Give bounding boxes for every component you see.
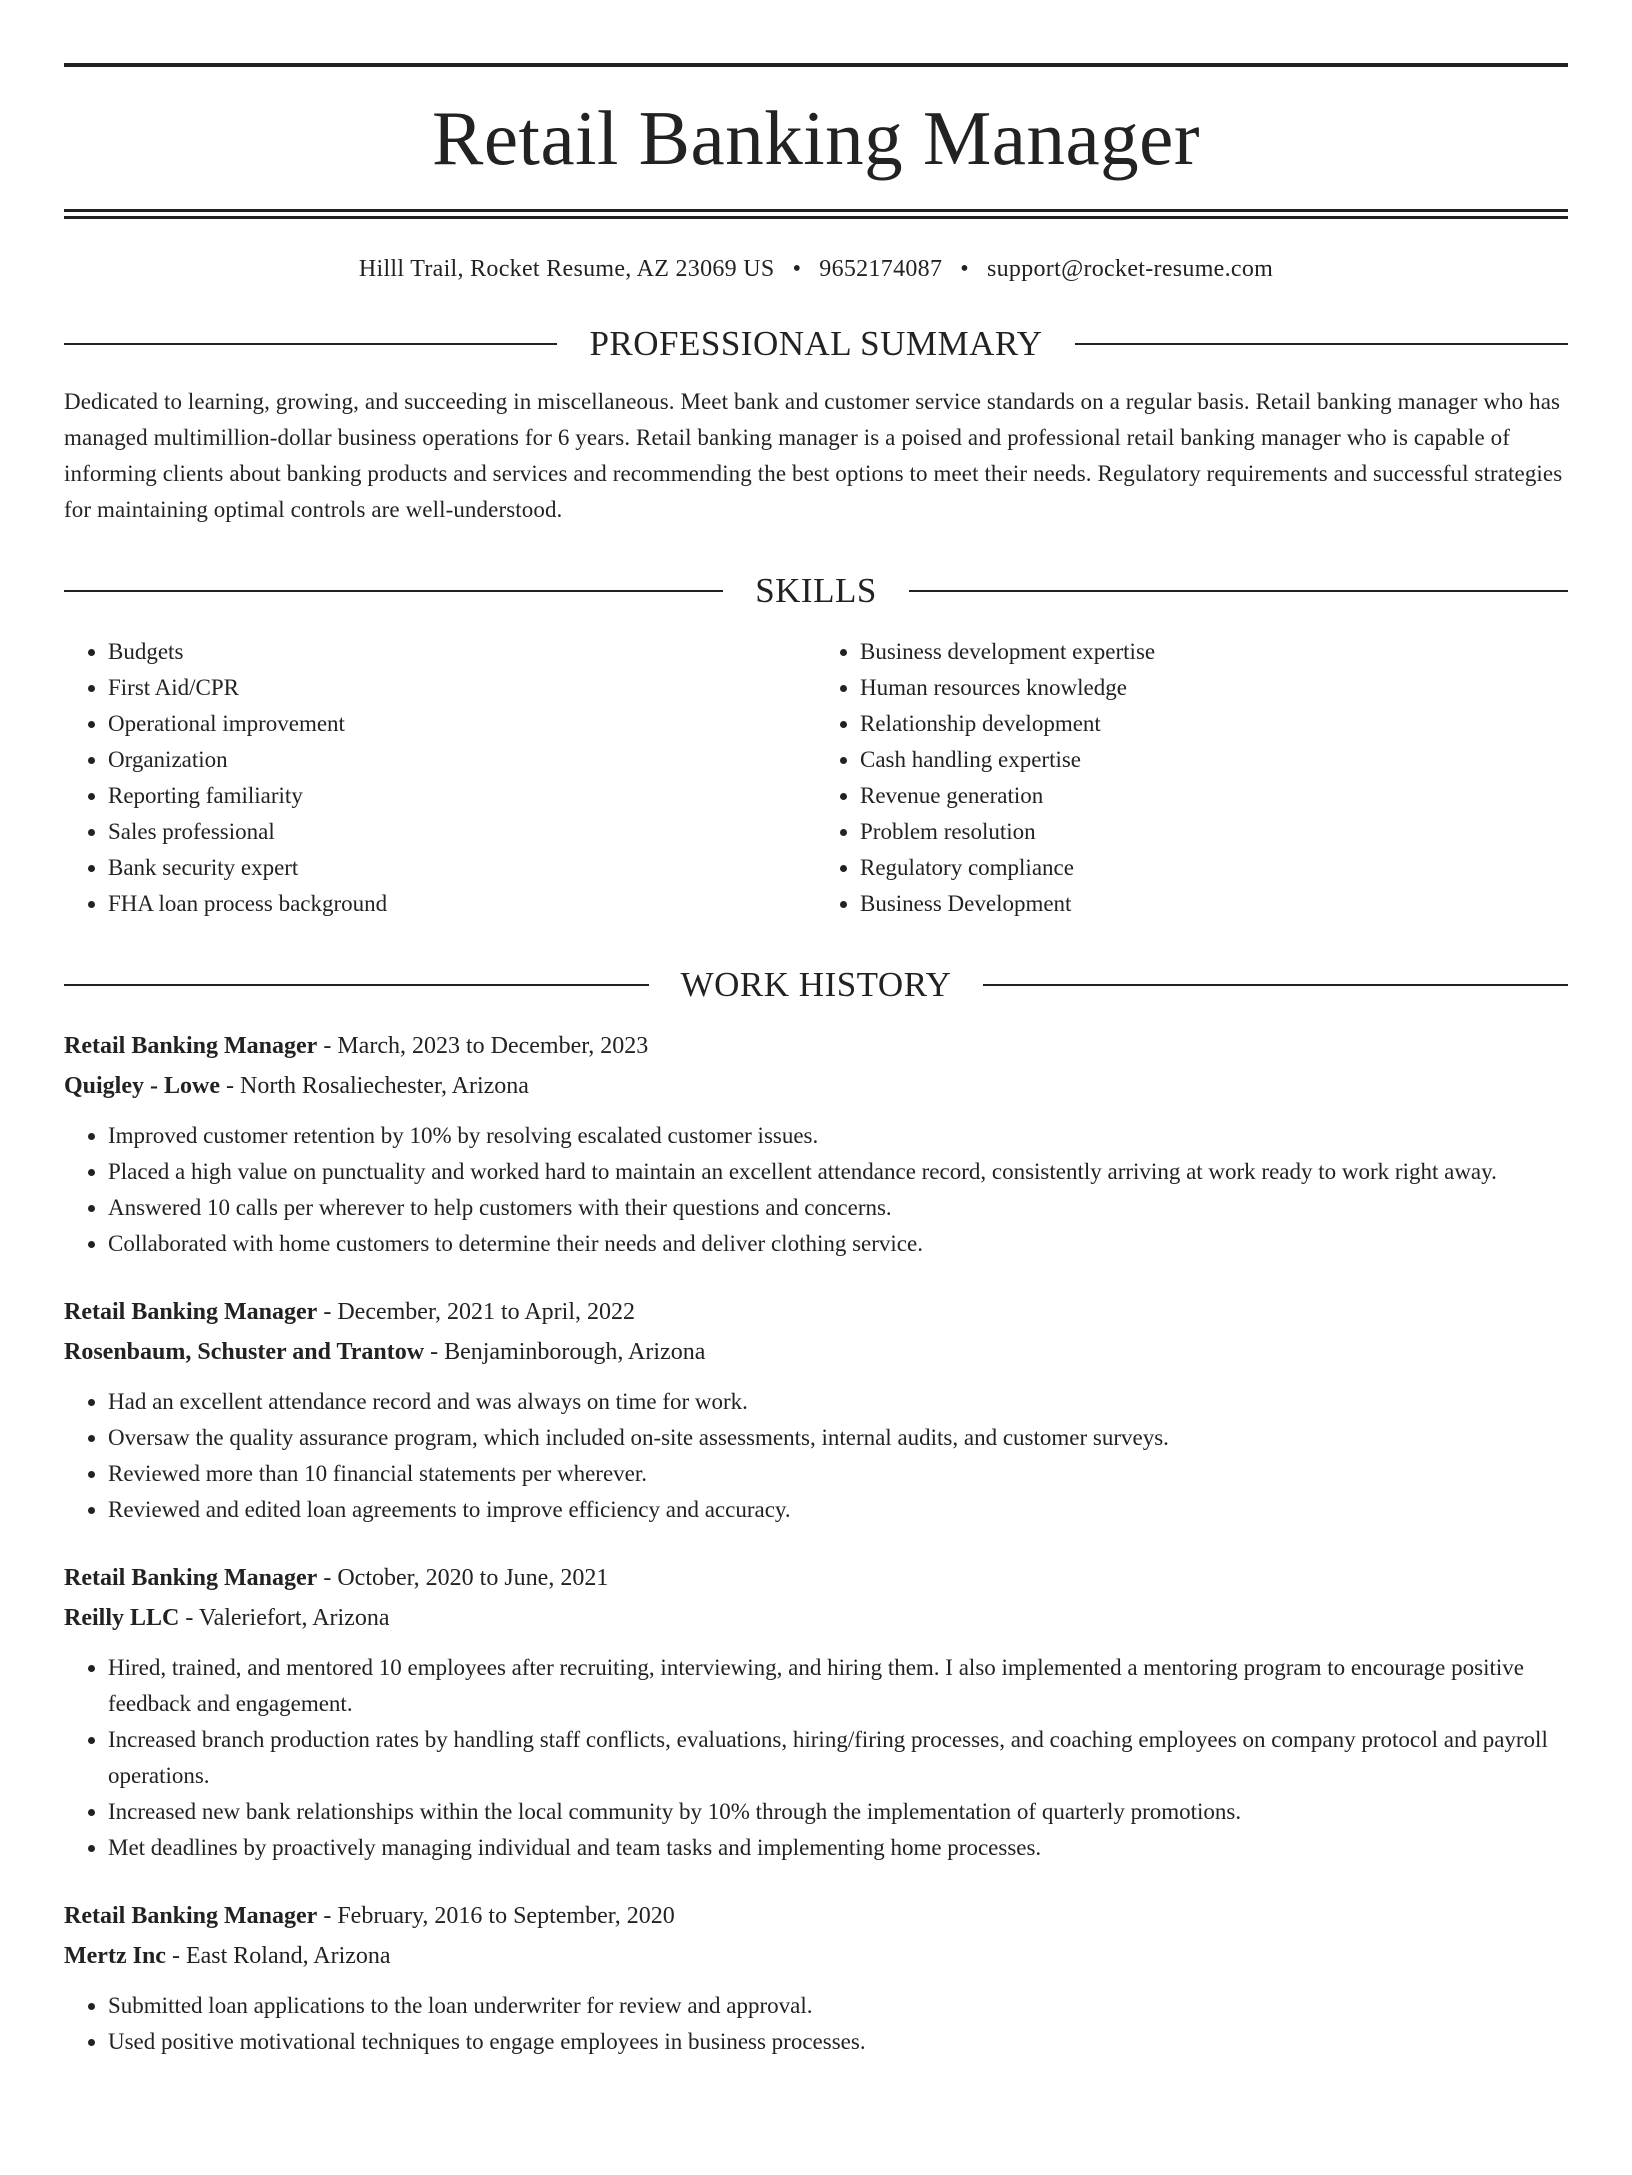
job-entry: [64, 1558, 1568, 1866]
skill-item: • Cash handling expertise: [860, 742, 1568, 778]
job-bullet: • Had an excellent attendance record and was always on time for work.: [108, 1384, 1568, 1420]
job-company: Reilly LLC: [64, 1605, 180, 1631]
skill-item: • Bank security expert: [108, 850, 816, 886]
job-location: - Valeriefort, Arizona: [179, 1605, 390, 1631]
job-bullets: [64, 1650, 1568, 1866]
skill-item: • Organization: [108, 742, 816, 778]
skills-column-left: [64, 634, 816, 922]
heading-rule-right: [909, 590, 1568, 592]
job-company: Quigley - Lowe: [64, 1073, 220, 1099]
job-bullet: • Reviewed and edited loan agreements to improve efficiency and accuracy.: [108, 1492, 1568, 1528]
heading-rule-left: [64, 984, 649, 986]
job-bullet: • Placed a high value on punctuality and worked hard to maintain an excellent attendance record, consistently arriving at work ready to work right away.: [108, 1154, 1568, 1190]
skill-item: • Human resources knowledge: [860, 670, 1568, 706]
job-bullet: • Hired, trained, and mentored 10 employees after recruiting, interviewing, and hiring them. I also implemented a mentoring program to encourage positive feedback and engagement.: [108, 1650, 1568, 1722]
summary-text: Dedicated to learning, growing, and succeeding in miscellaneous. Meet bank and customer service standards on a regular basis. Retail banking manager who has managed multimillion-dollar business operations for 6 years. Retail banking manager is a poised and professional retail banking manager who is capable of informing clients about banking products and services and recommending the best options to meet their needs. Regulatory requirements and successful strategies for maintaining optimal controls are well-understood.: [64, 389, 1563, 522]
contact-address: Hilll Trail, Rocket Resume, AZ 23069 US: [358, 256, 775, 282]
job-location: - East Roland, Arizona: [165, 1943, 391, 1969]
job-entry: [64, 1026, 1568, 1262]
job-location: - North Rosaliechester, Arizona: [220, 1073, 529, 1099]
heading-rule-left: [64, 343, 557, 345]
contact-line: [64, 257, 1568, 281]
skills-heading: SKILLS: [755, 571, 877, 610]
skills-section-heading: [64, 573, 1568, 608]
summary-heading: PROFESSIONAL SUMMARY: [589, 324, 1043, 363]
job-bullet: • Answered 10 calls per wherever to help customers with their questions and concerns.: [108, 1190, 1568, 1226]
skill-item: • Sales professional: [108, 814, 816, 850]
job-bullet: • Improved customer retention by 10% by resolving escalated customer issues.: [108, 1118, 1568, 1154]
heading-rule-left: [64, 590, 723, 592]
job-company: Mertz Inc: [64, 1943, 166, 1969]
job-location: - Benjaminborough, Arizona: [424, 1339, 706, 1365]
skill-item: • FHA loan process background: [108, 886, 816, 922]
job-title-line: [64, 1292, 1568, 1332]
job-title: Retail Banking Manager: [64, 1299, 318, 1325]
heading-rule-right: [1075, 343, 1568, 345]
job-bullets: [64, 1988, 1568, 2060]
job-dates: - March, 2023 to December, 2023: [317, 1033, 649, 1059]
heading-rule-right: [983, 984, 1568, 986]
skills-list: [64, 634, 1568, 922]
work-heading: WORK HISTORY: [680, 965, 952, 1004]
job-bullet: • Reviewed more than 10 financial statements per wherever.: [108, 1456, 1568, 1492]
skill-item: • First Aid/CPR: [108, 670, 816, 706]
contact-separator: •: [960, 256, 969, 282]
job-title: Retail Banking Manager: [64, 1565, 318, 1591]
job-title: Retail Banking Manager: [64, 1903, 318, 1929]
job-company-line: [64, 1066, 1568, 1106]
contact-separator: •: [792, 256, 802, 282]
job-entry: [64, 1292, 1568, 1528]
job-dates: - February, 2016 to September, 2020: [317, 1903, 675, 1929]
contact-phone: 9652174087: [819, 256, 943, 282]
work-section-heading: [64, 967, 1568, 1002]
job-bullet: • Collaborated with home customers to determine their needs and deliver clothing service.: [108, 1226, 1568, 1262]
job-bullet: • Increased new bank relationships within the local community by 10% through the implementation of quarterly promotions.: [108, 1794, 1568, 1830]
job-bullet: • Used positive motivational techniques to engage employees in business processes.: [108, 2024, 1568, 2060]
skill-item: • Relationship development: [860, 706, 1568, 742]
job-company: Rosenbaum, Schuster and Trantow: [64, 1339, 425, 1365]
job-bullet: • Submitted loan applications to the loan underwriter for review and approval.: [108, 1988, 1568, 2024]
skill-item: • Regulatory compliance: [860, 850, 1568, 886]
top-rule: [64, 63, 1568, 67]
skills-column-right: [816, 634, 1568, 922]
skill-item: • Reporting familiarity: [108, 778, 816, 814]
work-history: [64, 1026, 1568, 2060]
job-dates: - October, 2020 to June, 2021: [317, 1565, 609, 1591]
skill-item: • Business Development: [860, 886, 1568, 922]
job-bullet: • Oversaw the quality assurance program, which included on-site assessments, internal audits, and customer surveys.: [108, 1420, 1568, 1456]
skill-item: • Revenue generation: [860, 778, 1568, 814]
job-bullets: [64, 1118, 1568, 1262]
title-double-rule: [64, 209, 1568, 219]
job-title-line: [64, 1026, 1568, 1066]
job-bullet: • Met deadlines by proactively managing individual and team tasks and implementing home processes.: [108, 1830, 1568, 1866]
job-bullet: • Increased branch production rates by handling staff conflicts, evaluations, hiring/firing processes, and coaching employees on company protocol and payroll operations.: [108, 1722, 1568, 1794]
skill-item: • Budgets: [108, 634, 816, 670]
summary-section-heading: [64, 326, 1568, 361]
skill-item: • Operational improvement: [108, 706, 816, 742]
contact-email: support@rocket-resume.com: [986, 256, 1274, 282]
job-title: Retail Banking Manager: [64, 1033, 318, 1059]
job-dates: - December, 2021 to April, 2022: [317, 1299, 635, 1325]
skill-item: • Business development expertise: [860, 634, 1568, 670]
skill-item: • Problem resolution: [860, 814, 1568, 850]
job-title-line: [64, 1896, 1568, 1936]
job-company-line: [64, 1332, 1568, 1372]
job-entry: [64, 1896, 1568, 2060]
job-title-line: [64, 1558, 1568, 1598]
job-bullets: [64, 1384, 1568, 1528]
job-company-line: [64, 1598, 1568, 1638]
resume-title: Retail Banking Manager: [432, 95, 1200, 181]
job-company-line: [64, 1936, 1568, 1976]
resume-page: [0, 63, 1632, 2175]
